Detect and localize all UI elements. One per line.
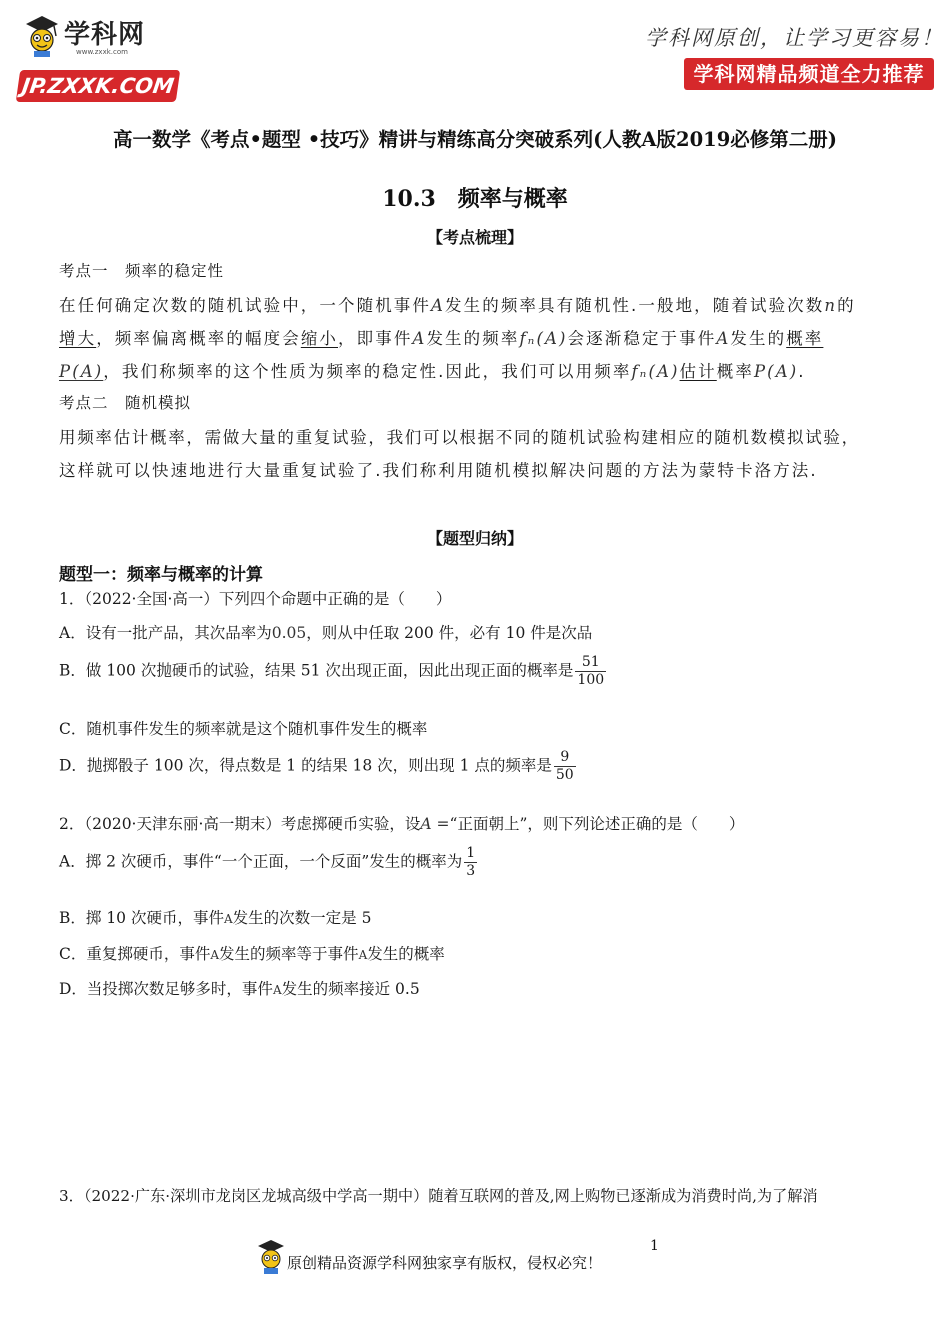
fraction-denominator: 100 (577, 671, 605, 688)
header-slogan: 学科网原创，让学习更容易！ (645, 26, 944, 50)
text: 发生的频率接近 0.5 (281, 980, 420, 998)
logo-www: www.zxxk.com (76, 48, 128, 56)
question-2-option-d[interactable] (59, 977, 420, 999)
math-A-equals: A = (420, 815, 450, 833)
math-A: A (223, 912, 233, 926)
site-logo[interactable] (18, 12, 188, 96)
paragraph-line-3 (59, 358, 806, 382)
text: 发生的频率 (426, 329, 520, 348)
logo-top (18, 12, 188, 62)
text: B．掷 10 次硬币，事件 (59, 909, 224, 927)
mascot-icon (255, 1238, 287, 1276)
logo-url[interactable]: JP.ZXXK.COM (16, 70, 180, 102)
logo-name: 学科网 (64, 20, 146, 50)
underlined-term: P(A) (59, 362, 104, 381)
fraction-numerator: 51 (575, 654, 606, 672)
question-3-stem: 3．（2022·广东·深圳市龙岗区龙城高级中学高一期中）随着互联网的普及,网上购物已逐渐成为消费时尚,为了解消 (59, 1187, 818, 1205)
underlined-term: 增大 (59, 329, 97, 348)
text: ，则从中任取 200 件，必有 10 件是次品 (306, 624, 593, 642)
series-title: 高一数学《考点•题型 •技巧》精讲与精练高分突破系列(人教A版2019必修第二册) (112, 128, 838, 151)
underlined-term: 估计 (679, 362, 717, 381)
math-value: 0.05 (271, 624, 307, 642)
text: 2．（2020·天津东丽·高一期末）考虑掷硬币实验，设 (59, 815, 421, 833)
fraction-denominator: 3 (466, 862, 476, 879)
question-1-stem: 1．（2022·全国·高一）下列四个命题中正确的是（ ） (59, 590, 452, 608)
math-P: P(A) (753, 362, 799, 381)
math-fn: fₙ(A) (631, 362, 680, 381)
text: C．重复掷硬币，事件 (59, 945, 211, 963)
section-heading-types: 【题型归纳】 (426, 529, 523, 548)
text: A．掷 2 次硬币，事件“一个正面，一个反面”发生的概率为 (59, 852, 463, 871)
fraction-numerator: 9 (554, 749, 576, 767)
text: 发生的概率 (367, 945, 445, 963)
text: 发生的 (730, 329, 787, 348)
paragraph-line-2 (59, 325, 823, 349)
fraction (575, 654, 606, 689)
text: 在任何确定次数的随机试验中，一个随机事件 (59, 296, 431, 315)
fraction (464, 845, 477, 880)
paragraph-line-5: 这样就可以快速地进行大量重复试验了.我们称利用随机模拟解决问题的方法为蒙特卡洛方法. (59, 461, 818, 480)
text: . (798, 362, 806, 381)
promo-badge[interactable]: 学科网精品频道全力推荐 (684, 58, 934, 90)
math-A: A (272, 983, 282, 997)
section-heading-knowledge: 【考点梳理】 (426, 228, 523, 247)
underlined-term: 概率 (786, 329, 824, 348)
fraction-numerator: 1 (466, 845, 476, 861)
math-n: n (824, 296, 838, 315)
math-A: A (358, 948, 368, 962)
text: ，即事件 (338, 329, 413, 348)
text: B．做 100 次抛硬币的试验，结果 51 次出现正面，因此出现正面的概率是 (59, 661, 574, 680)
question-2-option-b[interactable] (59, 906, 371, 928)
math-fn: fₙ(A) (519, 329, 568, 348)
text: 会逐渐稳定于事件 (567, 329, 717, 348)
lesson-title: 10.3 频率与概率 (382, 186, 568, 212)
math-A: A (431, 296, 446, 315)
text: A．设有一批产品，其次品率为 (59, 624, 272, 642)
fraction (554, 749, 576, 784)
question-1-option-b[interactable] (59, 654, 606, 689)
underlined-term: 缩小 (300, 329, 339, 348)
question-2-stem (59, 812, 744, 834)
text: “正面朝上”，则下列论述正确的是（ ） (449, 815, 745, 833)
knowledge-point-1-title: 考点一 频率的稳定性 (59, 262, 225, 280)
question-1-option-c[interactable]: C．随机事件发生的频率就是这个随机事件发生的概率 (59, 720, 428, 738)
question-1-option-a[interactable] (59, 621, 592, 643)
question-1-option-d[interactable] (59, 749, 576, 784)
copyright-notice: 原创精品资源学科网独家享有版权，侵权必究！ (287, 1254, 603, 1272)
text: ，频率偏离概率的幅度会 (96, 329, 301, 348)
paragraph-line-4: 用频率估计概率，需做大量的重复试验，我们可以根据不同的随机试验构建相应的随机数模拟试验， (59, 428, 860, 447)
math-A: A (716, 329, 731, 348)
fraction-denominator: 50 (555, 766, 574, 783)
text: ，我们称频率的这个性质为频率的稳定性.因此，我们可以用频率 (103, 362, 632, 381)
text: 发生的频率等于事件 (219, 945, 359, 963)
type-title: 题型一：频率与概率的计算 (59, 565, 263, 585)
footer (255, 1238, 675, 1278)
text: D．当投掷次数足够多时，事件 (59, 980, 273, 998)
text: 发生的频率具有随机性.一般地，随着试验次数 (445, 296, 825, 315)
page-number: 1 (650, 1238, 659, 1254)
mascot-icon (22, 14, 62, 58)
knowledge-point-2-title: 考点二 随机模拟 (59, 394, 192, 412)
text: 发生的次数一定是 5 (232, 909, 372, 927)
math-A: A (210, 948, 220, 962)
question-2-option-c[interactable] (59, 942, 445, 964)
question-2-option-a[interactable] (59, 845, 477, 880)
math-A: A (412, 329, 427, 348)
text: 的 (837, 296, 856, 315)
text: 概率 (716, 362, 754, 381)
paragraph-line-1 (59, 292, 856, 316)
text: D．抛掷骰子 100 次，得点数是 1 的结果 18 次，则出现 1 点的频率是 (59, 756, 552, 775)
